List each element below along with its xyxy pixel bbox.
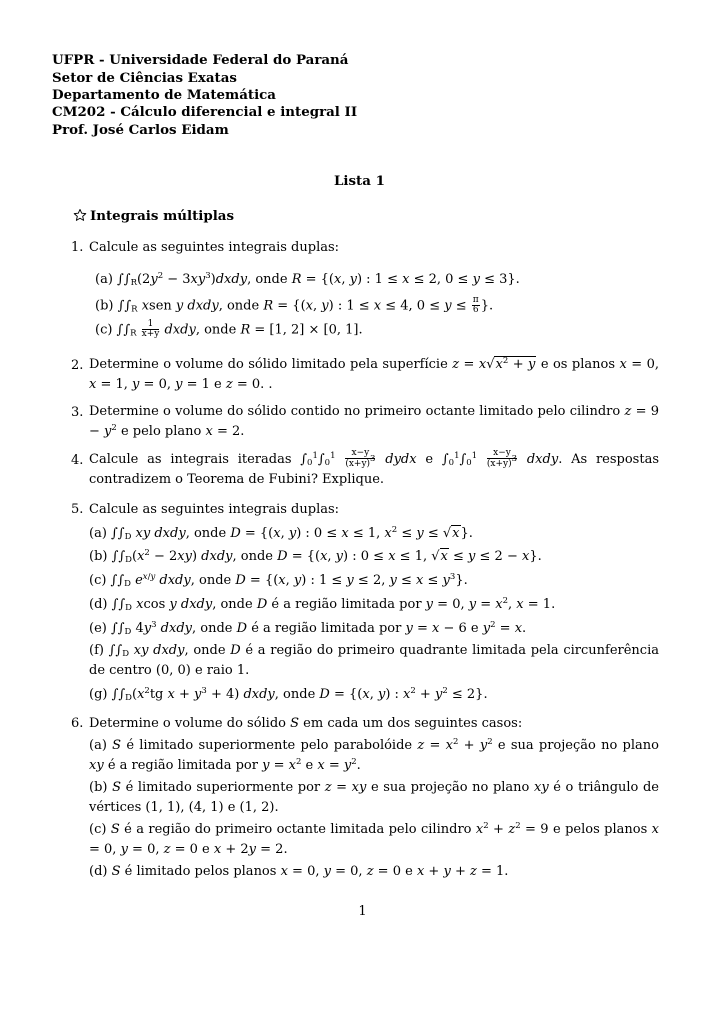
q5-item-a: (a) $\int\int_D$ xy dxdy, onde D = {(x, y) : 0 ≤ x ≤ 1, $x^2 \le y \le √x$}. <box>89 525 473 542</box>
q5-text: Calcule as seguintes integrais duplas: <box>89 502 340 517</box>
header-department: Departamento de Matemática <box>52 87 276 103</box>
q1-text: Calcule as seguintes integrais duplas: <box>89 240 340 255</box>
section-heading <box>73 208 234 223</box>
q3-text: Determine o volume do sólido contido no primeiro octante limitado pelo cilindro $z = 9 - y^2$ e pelo plano x = 2. <box>89 404 659 439</box>
q1-item-b: (b) $\int\int_R$ xsen y dxdy, onde R = {(x, y) : 1 ≤ x ≤ 4, 0 ≤ y ≤ $\frac{\pi}{6}$ }. <box>95 295 494 316</box>
q6-text: Determine o volume do sólido S em cada um dos seguintes casos: <box>89 716 523 731</box>
q6-item-c: (c) S é a região do primeiro octante limitada pelo cilindro $x^2 + z^2 = 9$ e pelos planos x = 0, y = 0, z = 0 e x + 2y = 2. <box>89 821 659 857</box>
page-number: 1 <box>358 904 367 919</box>
q5-item-e: (e) $\int\int_D$ $4y^3$ dxdy, onde D é a região limitada por y = x − 6 e $y^2 = x$. <box>89 620 527 637</box>
section-title: Integrais múltiplas <box>90 208 235 224</box>
q5-item-f: (f) $\int\int_D$ xy dxdy, onde D é a região do primeiro quadrante limitada pela circunferência de centro (0, 0) e raio 1. <box>89 643 659 678</box>
q5-number: 5. <box>71 502 84 517</box>
q6-item-b: (b) S é limitado superiormente por z = xy e sua projeção no plano xy é o triângulo de vértices (1, 1), (4, 1) e (1, 2). <box>89 780 659 815</box>
list-title: Lista 1 <box>334 173 385 189</box>
q5-item-c: (c) $\int\int_D$ $e^{x/y}$ dxdy, onde D = {(x, y) : 1 ≤ y ≤ 2, $y \le x \le y^3$}. <box>89 572 468 589</box>
q6-item-a: (a) S é limitado superiormente pelo parabolóide $z = x^2 + y^2$ e sua projeção no plano xy é a região limitada por $y = x^2$ e $x = y^2$. <box>89 737 659 773</box>
q6-number: 6. <box>71 716 84 731</box>
q3-number: 3. <box>71 405 84 420</box>
q4-number: 4. <box>71 453 84 468</box>
star-icon <box>73 208 87 222</box>
q1-item-c: (c) $\int\int_R$ $\frac{1}{x+y}$ dxdy, onde R = [1, 2] × [0, 1]. <box>95 319 363 340</box>
q2-text: Determine o volume do sólido limitado pela superfície $z = x√x^2 + y$ e os planos x = 0, x = 1, y = 0, y = 1 e z = 0. . <box>89 356 659 392</box>
q1-number: 1. <box>71 240 84 255</box>
q4-text: Calcule as integrais iteradas $\int_0^1\int_0^1$ $\frac{x-y}{(x+y)^3}$ dydx e $\int_0^1\int_0^1$ $\frac{x-y}{(x+y)^3}$ dxdy. As respostas contradizem o Teorema de Fubini? Explique. <box>89 448 659 487</box>
q6-item-d: (d) S é limitado pelos planos x = 0, y = 0, z = 0 e x + y + z = 1. <box>89 864 509 879</box>
header-university: UFPR - Universidade Federal do Paraná <box>52 52 349 68</box>
header-sector: Setor de Ciências Exatas <box>52 70 237 86</box>
header-professor: Prof. José Carlos Eidam <box>52 122 229 138</box>
q5-item-b: (b) $\int\int_D(x^2 - 2xy)$ dxdy, onde D = {(x, y) : 0 ≤ x ≤ 1, √x ≤ y ≤ 2 − x}. <box>89 548 542 565</box>
q1-item-a: (a) $\int\int_R(2y^2$ − $3xy^3)dxdy$, onde R = {(x, y) : 1 ≤ x ≤ 2, 0 ≤ y ≤ 3}. <box>95 271 520 288</box>
q5-item-d: (d) $\int\int_D$ xcos y dxdy, onde D é a região limitada por y = 0, $y = x^2$, x = 1. <box>89 596 556 613</box>
header-course: CM202 - Cálculo diferencial e integral II <box>52 104 358 120</box>
q2-number: 2. <box>71 358 84 373</box>
q5-item-g: (g) $\int\int_D(x^2tg$ $x + y^3 + 4$) dxdy, onde D = {(x, y) : $x^2 + y^2 \le 2$}. <box>89 686 488 703</box>
